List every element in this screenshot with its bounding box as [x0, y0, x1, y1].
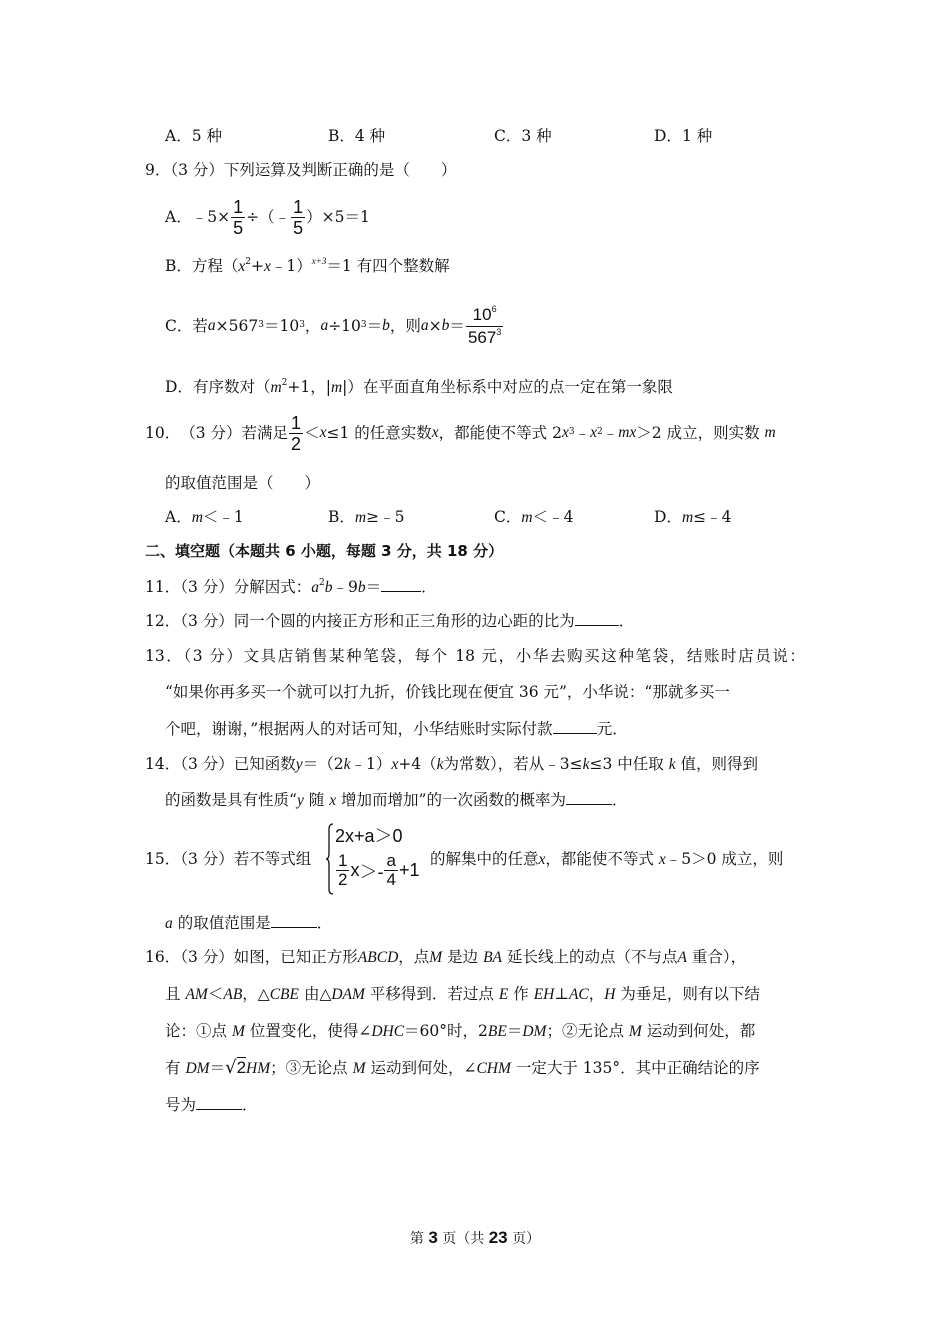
- q14-line2: 的函数是具有性质“y 随 x 增加而增加”的一次函数的概率为 ．: [165, 791, 628, 809]
- q15-line2: a 的取值范围是 ．: [165, 914, 333, 932]
- section-heading: 二、填空题（本题共 6 小题，每题 3 分，共 18 分）: [145, 542, 504, 560]
- q13-line2: “如果你再多买一个就可以打九折，价钱比现在便宜 36 元”，小华说：“那就多买一: [165, 683, 730, 701]
- q15-stem: 15．（3 分）若不等式组: [145, 850, 312, 868]
- q9-stem: 9．（3 分）下列运算及判断正确的是（ ）: [145, 161, 457, 179]
- answer-blank[interactable]: [196, 1095, 242, 1110]
- system-equation-1: 2x+a＞0: [335, 826, 403, 846]
- q13-line1: 13．（3 分）文具店销售某种笔袋，每个 18 元，小华去购买这种笔袋，结账时店员说：: [145, 647, 805, 665]
- q10-option-b: B．m≥﹣5: [328, 508, 405, 526]
- q11: 11．（3 分）分解因式：$a^2b﹣9b=$ ．: [145, 577, 437, 596]
- answer-blank[interactable]: [271, 913, 317, 928]
- q16-line4: 有 DM＝√2HM；③无论点 M 运动到何处，∠CHM 一定大于 135°．其中正确结论的序: [165, 1057, 760, 1078]
- fraction: $\frac{10^6}{567^3}$: [467, 303, 502, 347]
- q10-stem-line2: 的取值范围是（ ）: [165, 474, 321, 492]
- fraction: $\frac{1}{5}$: [233, 196, 244, 238]
- q8-option-b: B．4 种: [328, 127, 386, 145]
- q10-stem: 10． （3 分） 若满足 $\frac{1}{2}$ ＜ x ≤1 的任意实数 x ，都能使不等式 2 x $^3$ ﹣ x $^2$ ﹣ mx ＞2 成立，则实数 m: [145, 412, 776, 454]
- q8-option-d: D．1 种: [654, 127, 713, 145]
- system-equation-2: $\frac{1}{2}$ x ＞- $\frac{a}{4}$ +1: [338, 851, 420, 889]
- page-footer: 第 3 页（共 23 页）: [409, 1228, 541, 1247]
- q12: 12．（3 分）同一个圆的内接正方形和正三角形的边心距的比为 ．: [145, 612, 635, 630]
- q9-option-a: A． ﹣5× $\frac{1}{5}$ ÷（﹣ $\frac{1}{5}$ ）×5＝1: [165, 196, 370, 238]
- answer-blank[interactable]: [553, 719, 597, 734]
- answer-blank[interactable]: [575, 611, 619, 626]
- q16-line3: 论：①点 M 位置变化，使得∠DHC＝60°时，2BE＝DM；②无论点 M 运动到何处，都: [165, 1022, 756, 1040]
- q8-option-a: A．5 种: [165, 127, 222, 145]
- q10-option-d: D．m≤﹣4: [654, 508, 732, 526]
- q10-option-c: C．m＜﹣4: [494, 508, 574, 526]
- q9-option-b: B．方程$(x^2+x﹣1)^{x+3}=1$ 有四个整数解: [165, 255, 450, 275]
- q9-option-c: C． 若 a ×567 $^3$ ＝10 $^3$ ， a ÷10 $^3$ ＝ b ，则 a × b ＝ $\frac{10^6}{567^3}$: [165, 303, 502, 347]
- answer-blank[interactable]: [381, 577, 421, 592]
- q15-stem-tail: 的解集中的任意x，都能使不等式 x﹣5＞0 成立，则: [430, 850, 784, 868]
- q16-line2: 且 AM＜AB，△CBE 由△DAM 平移得到．若过点 E 作 EH⊥AC，H 为垂足，则有以下结: [165, 985, 760, 1003]
- answer-blank[interactable]: [566, 790, 612, 805]
- fraction: $\frac{1}{2}$: [291, 412, 302, 454]
- system-brace: [326, 823, 334, 895]
- q16-line5: 号为 ．: [165, 1096, 258, 1114]
- q9-option-d: D．有序数对（$m^2+1$，|m|）在平面直角坐标系中对应的点一定在第一象限: [165, 377, 673, 396]
- sqrt-symbol: √: [225, 1057, 237, 1078]
- q13-line3: 个吧，谢谢，”根据两人的对话可知，小华结账时实际付款 元．: [165, 720, 628, 738]
- q10-option-a: A．m＜﹣1: [165, 508, 244, 526]
- q8-option-c: C．3 种: [494, 127, 552, 145]
- q16-line1: 16．（3 分）如图，已知正方形ABCD，点M 是边 BA 延长线上的动点（不与点A 重合），: [145, 948, 747, 966]
- q14-line1: 14．（3 分）已知函数y＝（2k﹣1）x+4（k为常数），若从﹣3≤k≤3 中任取 k 值，则得到: [145, 755, 759, 773]
- fraction: $\frac{1}{5}$: [293, 196, 304, 238]
